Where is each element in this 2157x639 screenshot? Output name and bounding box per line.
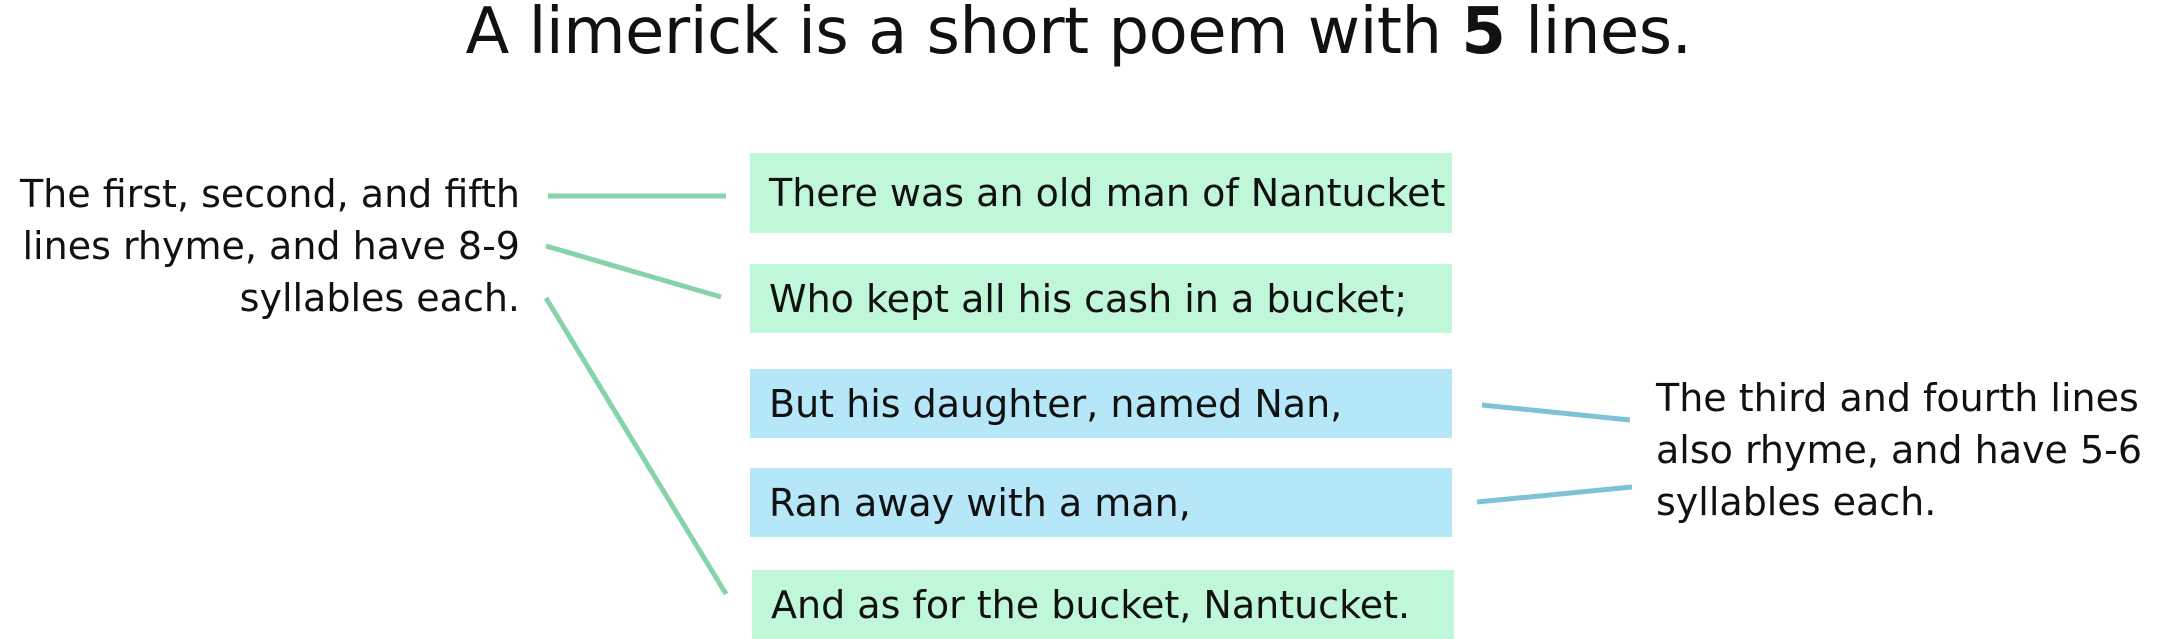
left-callout	[0, 168, 520, 324]
poem-line-4: Ran away with a man,	[750, 468, 1452, 537]
connector-line-4	[1477, 487, 1632, 502]
right-callout-line-1: The third and fourth lines	[1656, 376, 2139, 420]
poem-line-5: And as for the bucket, Nantucket.	[752, 570, 1454, 639]
poem-line-2: Who kept all his cash in a bucket;	[750, 264, 1452, 333]
left-callout-line-1: The first, second, and fifth	[19, 172, 520, 216]
connector-line-3	[1482, 405, 1630, 420]
page-title	[0, 0, 2157, 69]
right-callout	[1656, 372, 2157, 528]
title-prefix: A limerick is a short poem with	[465, 0, 1462, 69]
right-callout-line-2: also rhyme, and have 5-6	[1656, 428, 2143, 472]
title-suffix: lines.	[1505, 0, 1692, 69]
title-line-count: 5	[1461, 0, 1506, 69]
connector-line-5	[546, 298, 726, 594]
right-callout-line-3: syllables each.	[1656, 480, 1937, 524]
poem-line-3: But his daughter, named Nan,	[750, 369, 1452, 438]
left-callout-line-3: syllables each.	[239, 276, 520, 320]
left-callout-line-2: lines rhyme, and have 8-9	[22, 224, 520, 268]
connector-line-2	[546, 246, 721, 297]
poem-line-1: There was an old man of Nantucket	[750, 153, 1452, 233]
